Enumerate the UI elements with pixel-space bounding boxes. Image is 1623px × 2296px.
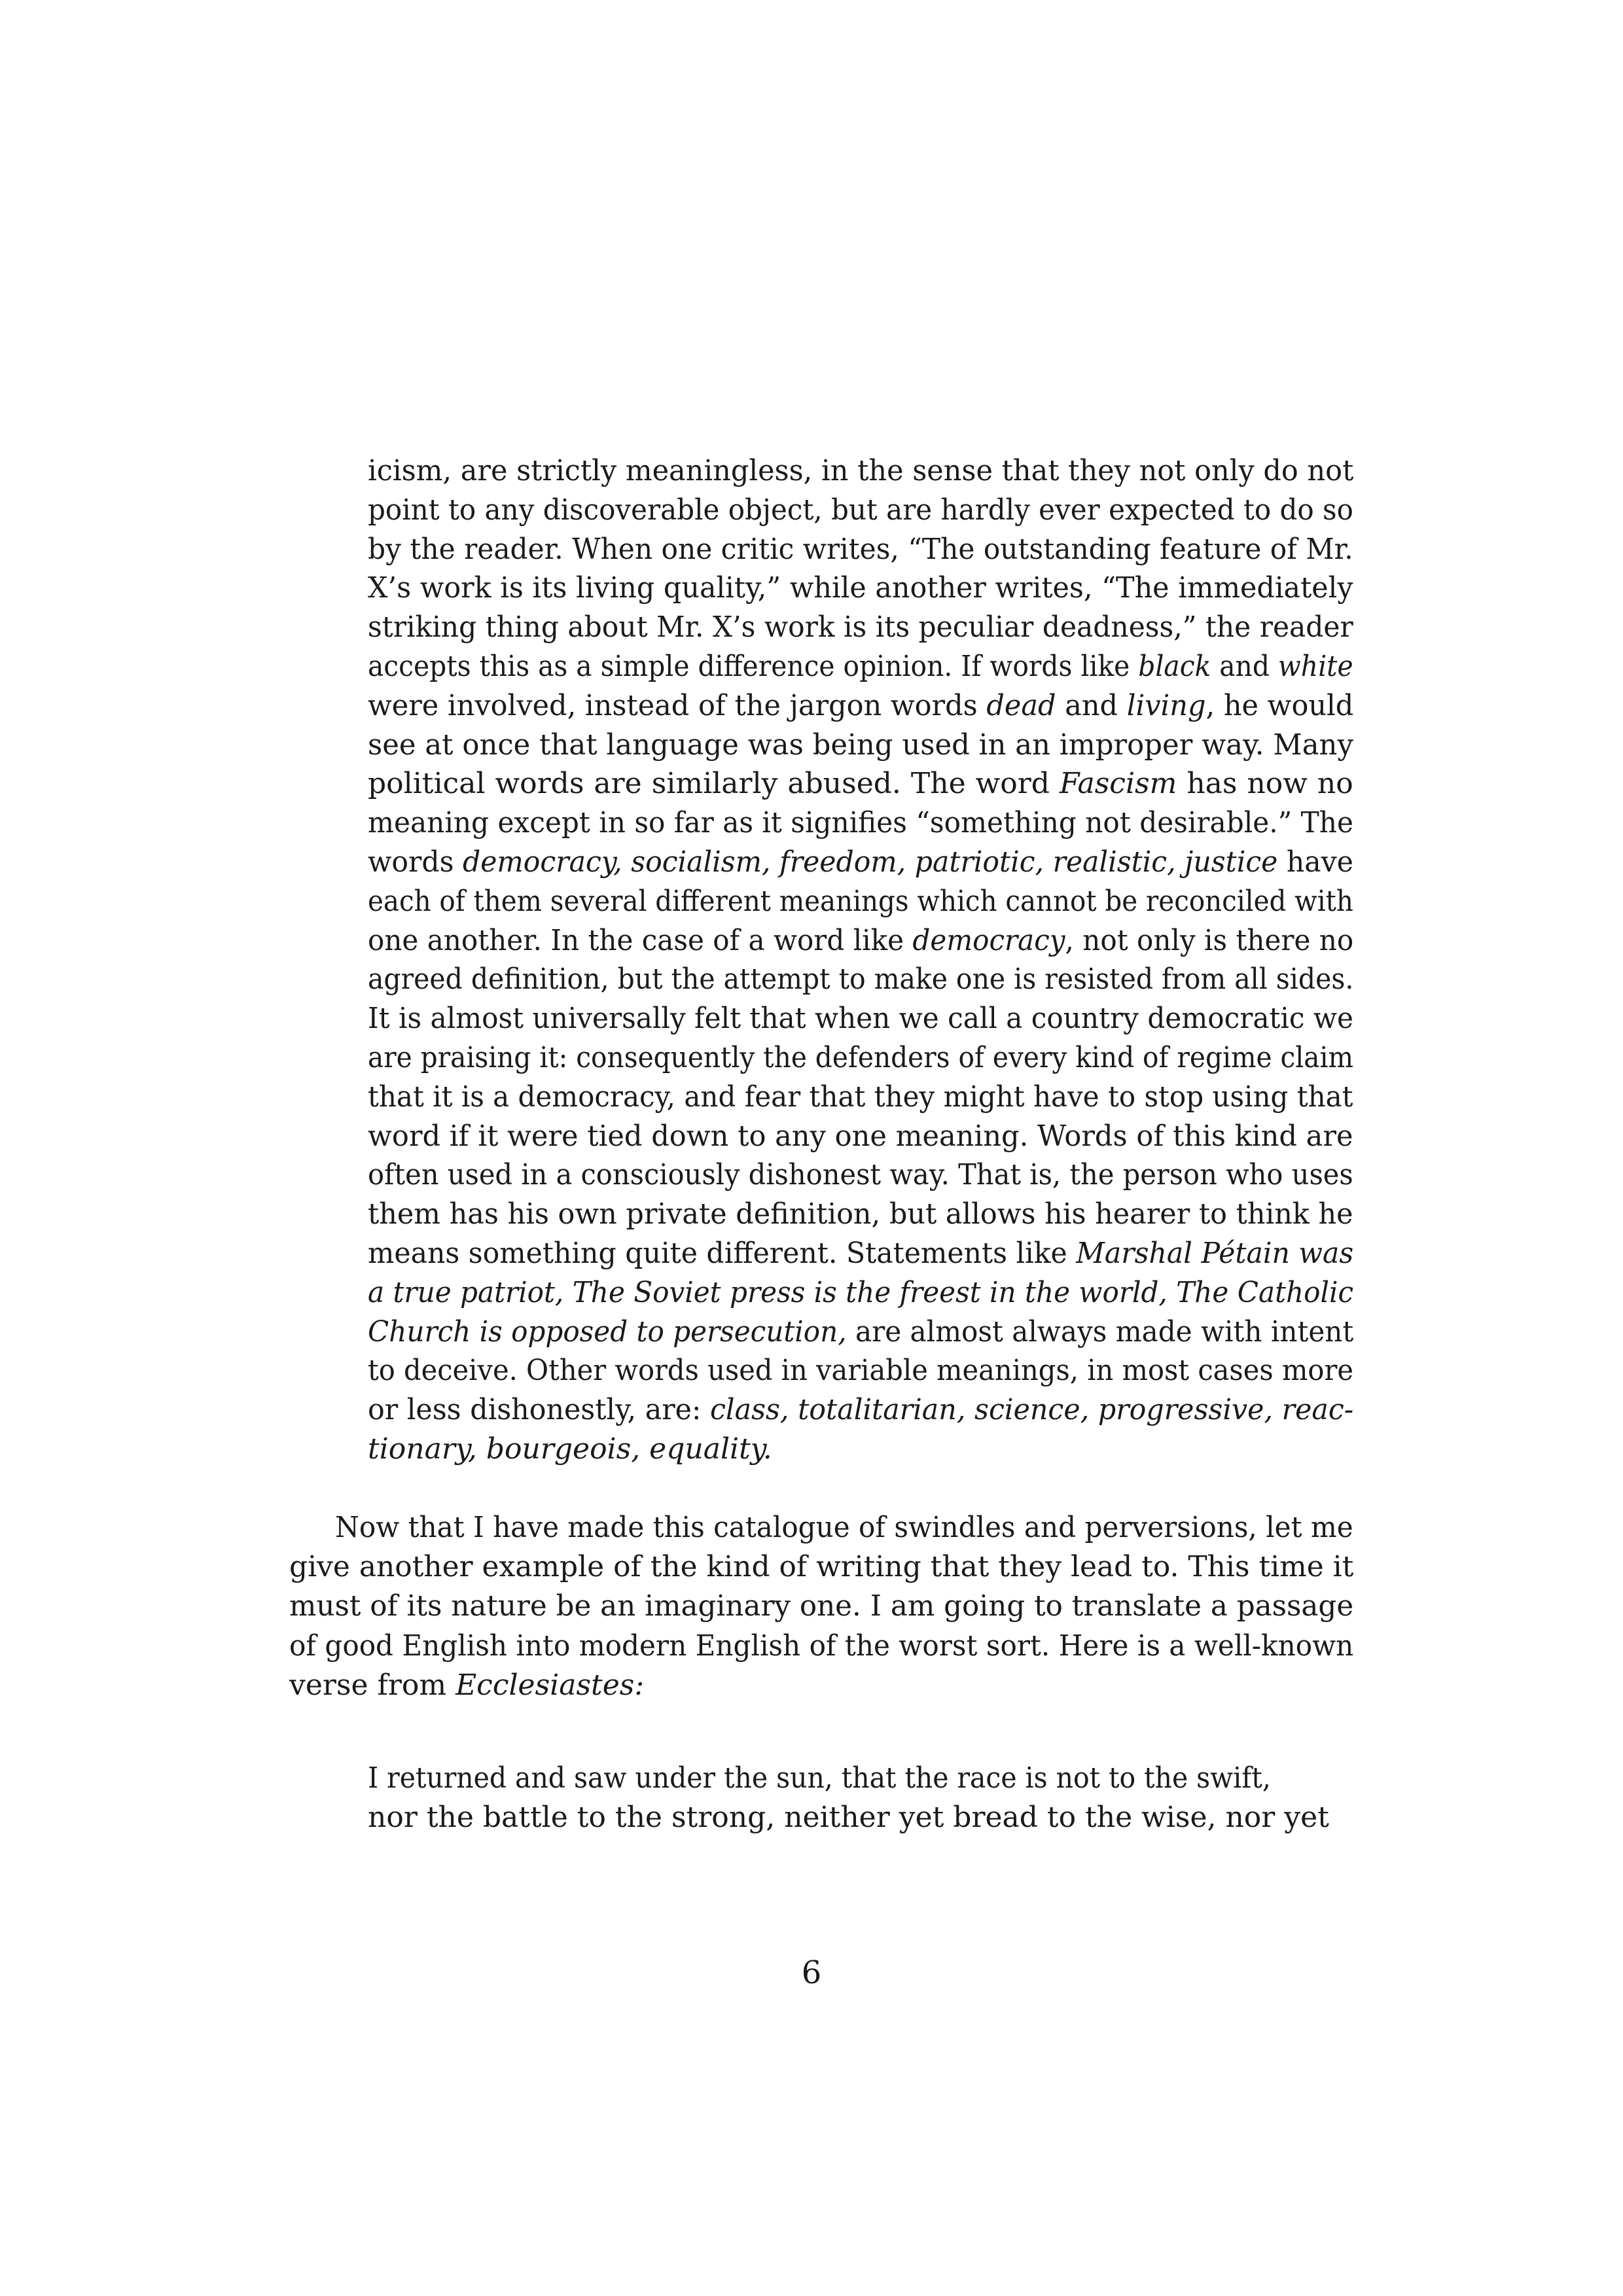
text-span: icism, are strictly meaningless, in the sense that they not only do not: [368, 454, 1354, 487]
italic-text: Fascism: [1059, 767, 1177, 801]
text-span: and: [1056, 688, 1127, 722]
text-line: [368, 1759, 1271, 1798]
text-line: [368, 882, 1353, 921]
italic-text: dead: [986, 688, 1056, 722]
italic-text: living: [1126, 688, 1206, 722]
text-span: means something quite different. Statements like: [368, 1237, 1077, 1270]
text-line: [368, 530, 1353, 569]
text-line: [368, 843, 1353, 882]
italic-text: Church is opposed to persecution,: [368, 1315, 847, 1349]
text-line: [368, 1234, 1353, 1273]
italic-text: Ecclesiastes:: [455, 1668, 645, 1702]
text-line: [368, 1038, 1353, 1078]
text-line: [368, 999, 1353, 1038]
text-span: point to any discoverable object, but are hardly ever expected to do so: [368, 493, 1353, 527]
text-span: I returned and saw under the sun, that the race is not to the swift,: [368, 1761, 1271, 1795]
text-line: [368, 1195, 1353, 1234]
italic-text: a true patriot, The Soviet press is the freest in the world, The Catholic: [368, 1275, 1354, 1309]
text-span: are almost always made with intent: [846, 1315, 1354, 1349]
text-line: [368, 804, 1353, 843]
italic-text: democracy, socialism, freedom, patriotic, realistic, justice: [463, 845, 1278, 879]
text-span: striking thing about Mr. X’s work is its peculiar deadness,” the reader: [368, 610, 1353, 645]
text-span: were involved, instead of the jargon words: [368, 688, 987, 722]
text-span: words: [368, 845, 463, 879]
text-line: [368, 960, 1353, 999]
italic-text: Marshal Pétain was: [1076, 1237, 1354, 1270]
text-line: [368, 686, 1353, 726]
text-span: meaning except in so far as it signifies “something not desirable.” The: [368, 806, 1353, 840]
text-span: are praising it: consequently the defenders of every kind of regime claim: [368, 1041, 1354, 1074]
text-span: It is almost universally felt that when we call a country democratic we: [368, 1002, 1353, 1036]
text-line: [368, 1078, 1353, 1117]
italic-text: class, totalitarian, science, progressive, reac-: [709, 1393, 1354, 1427]
text-line: [289, 1666, 644, 1705]
text-span: X’s work is its living quality,” while another writes, “The immediately: [368, 571, 1353, 605]
text-span: nor the battle to the strong, neither yet bread to the wise, nor yet: [368, 1801, 1329, 1834]
text-line: [368, 1117, 1353, 1156]
text-span: , not only is there no: [1065, 923, 1354, 957]
text-line: [368, 569, 1353, 608]
text-span: has now no: [1177, 767, 1353, 801]
text-span: each of them several different meanings which cannot be reconciled with: [368, 884, 1353, 918]
text-span: have: [1277, 845, 1353, 879]
text-line: [368, 451, 1353, 491]
text-line: [368, 1430, 772, 1469]
text-line: [368, 1351, 1353, 1390]
text-span: often used in a consciously dishonest way. That is, the person who uses: [368, 1158, 1353, 1192]
italic-text: white: [1277, 650, 1353, 683]
text-line: [289, 1547, 1353, 1587]
text-line: [368, 1156, 1353, 1195]
text-span: , he would: [1205, 688, 1354, 722]
text-span: give another example of the kind of writing that they lead to. This time it: [289, 1550, 1354, 1584]
text-line: [335, 1508, 1353, 1547]
text-span: them has his own private definition, but allows his hearer to think he: [368, 1197, 1353, 1231]
text-span: Now that I have made this catalogue of swindles and perversions, let me: [335, 1511, 1353, 1544]
text-line: [289, 1627, 1353, 1666]
text-span: or less dishonestly, are:: [368, 1393, 710, 1427]
text-span: see at once that language was being used in an improper way. Many: [368, 728, 1353, 762]
text-line: [368, 921, 1353, 961]
text-span: accepts this as a simple difference opinion. If words like: [368, 650, 1139, 683]
text-line: [368, 764, 1353, 804]
text-line: [368, 647, 1353, 686]
page-number: 6: [801, 1954, 822, 1991]
text-span: one another. In the case of a word like: [368, 923, 913, 957]
text-line: [368, 1273, 1353, 1313]
text-span: that it is a democracy, and fear that they might have to stop using that: [368, 1080, 1353, 1114]
text-line: [368, 726, 1353, 765]
italic-text: tionary, bourgeois, equality.: [368, 1432, 772, 1466]
text-line: [368, 1798, 1329, 1837]
italic-text: democracy: [912, 923, 1065, 957]
text-span: by the reader. When one critic writes, “The outstanding feature of Mr.: [368, 532, 1353, 566]
text-span: to deceive. Other words used in variable meanings, in most cases more: [368, 1354, 1353, 1388]
text-span: word if it were tied down to any one meaning. Words of this kind are: [368, 1119, 1353, 1153]
text-span: of good English into modern English of the worst sort. Here is a well-known: [289, 1629, 1354, 1663]
text-line: [289, 1587, 1353, 1626]
text-line: [368, 491, 1353, 530]
text-span: agreed definition, but the attempt to make one is resisted from all sides.: [368, 963, 1354, 997]
text-line: [368, 1390, 1353, 1430]
text-span: and: [1211, 650, 1278, 683]
italic-text: black: [1138, 650, 1211, 683]
text-span: verse from: [289, 1668, 456, 1702]
text-line: [368, 1313, 1353, 1352]
text-span: must of its nature be an imaginary one. I am going to translate a passage: [289, 1589, 1354, 1623]
text-span: political words are similarly abused. The word: [368, 767, 1060, 801]
text-line: [368, 608, 1353, 647]
